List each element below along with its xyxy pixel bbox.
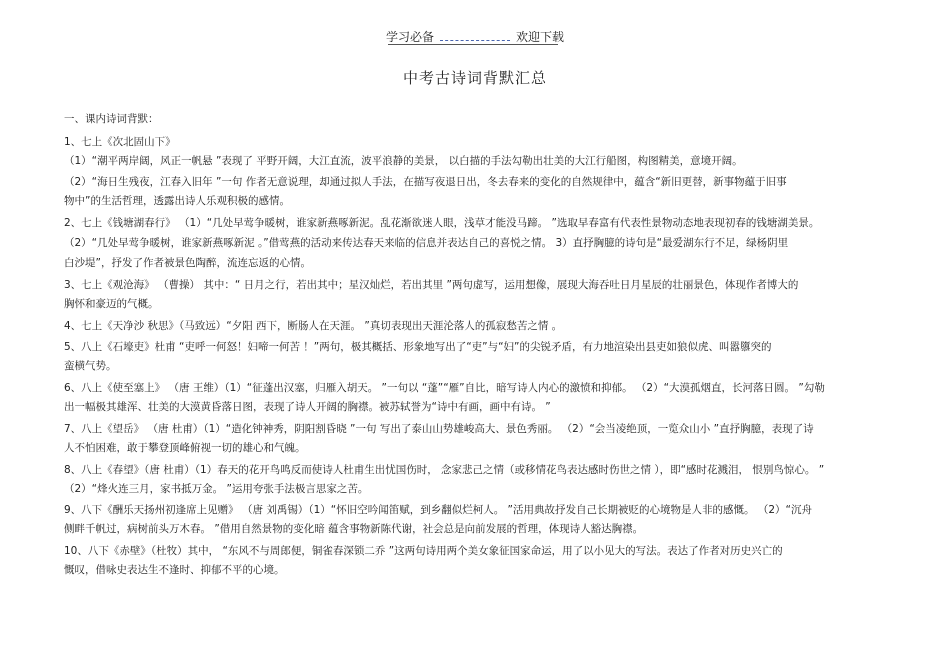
text-line: 物中”的生活哲理，透露出诗人乐观积极的感情。 (64, 195, 290, 207)
page-title: 中考古诗词背默汇总 (402, 69, 547, 87)
poem-heading-1: 1、七上《次北固山下》 (64, 136, 176, 148)
poem-heading-2: 2、七上《钱塘湖春行》 （1）“几处早莺争暖树，谁家新燕啄新泥。乱花渐欲迷人眼，浅草才能没马蹄。 ”选取早春富有代表性景物动态地表现初春的钱塘湖美景。 (64, 217, 820, 229)
text-line: （1）“潮平两岸阔，风正一帆悬 ”表现了 平野开阔，大江直流，波平浪静的美景， 以白描的手法勾勒出壮美的大江行船图，构图精美，意境开阔。 (64, 155, 743, 167)
text-line: 慨叹，借咏史表达生不逢时、抑郁不平的心境。 (64, 564, 285, 576)
header-underline (388, 44, 558, 45)
poem-heading-5: 5、八上《石壕吏》杜甫 “吏呼一何怒！妇啼一何苦 ！”两句，极其概括、形象地写出了“吏”与“妇”的尖锐矛盾，有力地渲染出县吏如狼似虎、叫嚣隳突的 (64, 341, 772, 353)
poem-heading-10: 10、八下《赤壁》（杜牧）其中， “东风不与周郎便，铜雀春深锁二乔 ”这两句诗用两个美女象征国家命运，用了以小见大的写法。表达了作者对历史兴亡的 (64, 545, 783, 557)
poem-heading-9: 9、八下《酬乐天扬州初逢席上见赠》 （唐 刘禹锡）（1）“怀旧空吟闻笛赋，到乡翻似烂柯人。 ”活用典故抒发自己长期被贬的心境物是人非的感慨。 （2）“沉舟 (64, 504, 812, 516)
poem-heading-6: 6、八上《使至塞上》 （唐 王维）（1）“征蓬出汉塞，归雁入胡天。 ”一句以 “蓬”“雁”自比，暗写诗人内心的激愤和抑郁。 （2）“大漠孤烟直，长河落日圆。 ”勾勒 (64, 382, 825, 394)
header-left: 学习必备 (385, 30, 434, 44)
header-gap (440, 30, 510, 41)
poem-heading-8: 8、八上《春望》（唐 杜甫）（1）春天的花开鸟鸣反而使诗人杜甫生出忧国伤时， 念家悲己之情（或移情花鸟表达感时伤世之情 ），即“感时花溅泪， 恨别鸟惊心。 ” (64, 464, 825, 476)
header-right: 欢迎下载 (516, 30, 565, 44)
text-line: （2）“烽火连三月，家书抵万金。 ”运用夸张手法极言思家之苦。 (64, 483, 369, 495)
text-line: 人不怕困难，敢于攀登顶峰俯视一切的雄心和气魄。 (64, 442, 306, 454)
text-line: 胸怀和豪迈的气概。 (64, 298, 159, 310)
page-header (0, 28, 950, 45)
poem-heading-3: 3、七上《观沧海》 （曹操） 其中：“ 日月之行，若出其中；星汉灿烂，若出其里 ”两句虚写，运用想像，展现大海吞吐日月星辰的壮丽景色，体现作者博大的 (64, 279, 799, 291)
poem-heading-7: 7、八上《望岳》 （唐 杜甫）（1）“造化钟神秀，阴阳割昏晓 ”一句 写出了泰山山势雄峻高大、景色秀丽。 （2）“会当凌绝顶，一览众山小 ”直抒胸臆，表现了诗 (64, 423, 814, 435)
text-line: 侧畔千帆过，病树前头万木春。 ”借用自然景物的变化暗 蕴含事物新陈代谢，社会总是向前发展的哲理，体现诗人豁达胸襟。 (64, 523, 644, 535)
text-line: （2）“几处早莺争暖树，谁家新燕啄新泥 。”借莺燕的活动来传达春天来临的信息并表达自己的喜悦之情。 3）直抒胸臆的诗句是“最爱湖东行不足，绿杨阴里 (64, 237, 789, 249)
text-line: （2）“海日生残夜，江春入旧年 ”一句 作者无意说理，却通过拟人手法，在描写夜退日出，冬去春来的变化的自然规律中，蕴含“新旧更替，新事物蕴于旧事 (64, 176, 787, 188)
text-line: 出一幅极其雄浑、壮美的大漠黄昏落日图，表现了诗人开阔的胸襟。被苏轼誉为“诗中有画，画中有诗。 ” (64, 401, 551, 413)
text-line: 白沙堤”，抒发了作者被景色陶醉，流连忘返的心情。 (64, 257, 311, 269)
text-line: 蛮横气势。 (64, 360, 117, 372)
poem-heading-4: 4、七上《天净沙 秋思》（马致远）“夕阳 西下，断肠人在天涯。 ”真切表现出天涯沦落人的孤寂愁苦之情 。 (64, 320, 563, 332)
section-heading: 一、课内诗词背默： (64, 113, 159, 125)
